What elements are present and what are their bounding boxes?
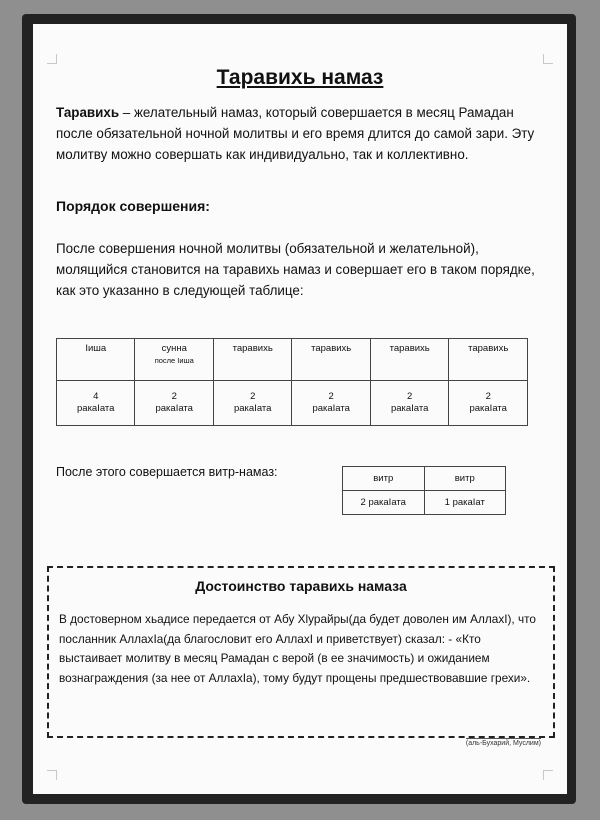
- rakat-count: 4: [93, 391, 99, 402]
- table-cell: [57, 381, 135, 426]
- rakat-count: 2: [407, 391, 413, 402]
- crop-mark: [543, 770, 553, 780]
- virtue-box: [47, 566, 555, 738]
- table-header-cell: витр: [424, 467, 506, 491]
- table-cell: [370, 381, 448, 426]
- crop-mark: [47, 54, 57, 64]
- witr-table: [342, 466, 506, 515]
- virtue-text: В достоверном хьадисе передается от Абу Хlурайры(да будет доволен им АллахI), что посланник АллахIа(да благословит его АллахI и приветствует) сказал: - «Кто выстаивает молитву в месяц Рамадан с верой (в ее значимость) и ожиданием вознаграждения (за нее от АллахIа), тому будут прощены предшествовавшие грехи».: [59, 612, 536, 685]
- order-heading: Порядок совершения:: [56, 198, 210, 214]
- table-header-cell: таравихь: [449, 339, 528, 381]
- rakat-unit: ракаIата: [390, 403, 429, 414]
- document-page: [33, 24, 567, 794]
- table-header-cell: Iиша: [57, 339, 135, 381]
- rakat-count: 2: [250, 391, 256, 402]
- source-citation: (аль-Бухарий, Муслим): [465, 740, 541, 747]
- crop-mark: [47, 770, 57, 780]
- table-header-cell: [135, 339, 213, 381]
- table-header-cell: таравихь: [292, 339, 370, 381]
- table-header-cell: таравихь: [370, 339, 448, 381]
- table-header-cell: таравихь: [213, 339, 291, 381]
- table-cell: [213, 381, 291, 426]
- table-row: [57, 339, 528, 381]
- rakat-unit: ракаIата: [77, 403, 115, 414]
- table-cell: [135, 381, 213, 426]
- witr-paragraph: После этого совершается витр-намаз:: [56, 465, 278, 479]
- order-paragraph: После совершения ночной молитвы (обязательной и желательной), молящийся становится на таравихь намаз и совершает его в таком порядке, как это указанно в следующей таблице:: [56, 241, 535, 298]
- rakat-unit: ракаIата: [233, 403, 272, 414]
- rakat-unit: ракаIата: [312, 403, 350, 414]
- rakat-unit: ракаIата: [469, 403, 507, 414]
- table-row: [343, 491, 506, 515]
- table-cell: [449, 381, 528, 426]
- prayer-table: [56, 338, 528, 426]
- header-sublabel: после Iиша: [154, 356, 194, 365]
- rakat-count: 2: [328, 391, 334, 402]
- rakat-unit: ракаIата: [155, 403, 193, 414]
- table-row: [343, 467, 506, 491]
- intro-text: – желательный намаз, который совершается в месяц Рамадан после обязательной ночной молитвы и его время длится до самой зари. Эту молитву можно совершать как индивидуально, так и коллективно.: [56, 105, 535, 162]
- rakat-count: 2: [485, 391, 491, 402]
- virtue-title: Достоинство таравихь намаза: [195, 578, 407, 594]
- table-cell: 1 ракаIат: [424, 491, 506, 515]
- document-title: Таравихь намаз: [216, 66, 384, 89]
- table-cell: [292, 381, 370, 426]
- intro-paragraph: [56, 102, 551, 165]
- table-cell: 2 ракаIата: [343, 491, 425, 515]
- table-header-cell: витр: [343, 467, 425, 491]
- crop-mark: [543, 54, 553, 64]
- header-label: сунна: [161, 343, 187, 354]
- intro-term: Таравихь: [56, 105, 120, 120]
- rakat-count: 2: [171, 391, 177, 402]
- table-row: [57, 381, 528, 426]
